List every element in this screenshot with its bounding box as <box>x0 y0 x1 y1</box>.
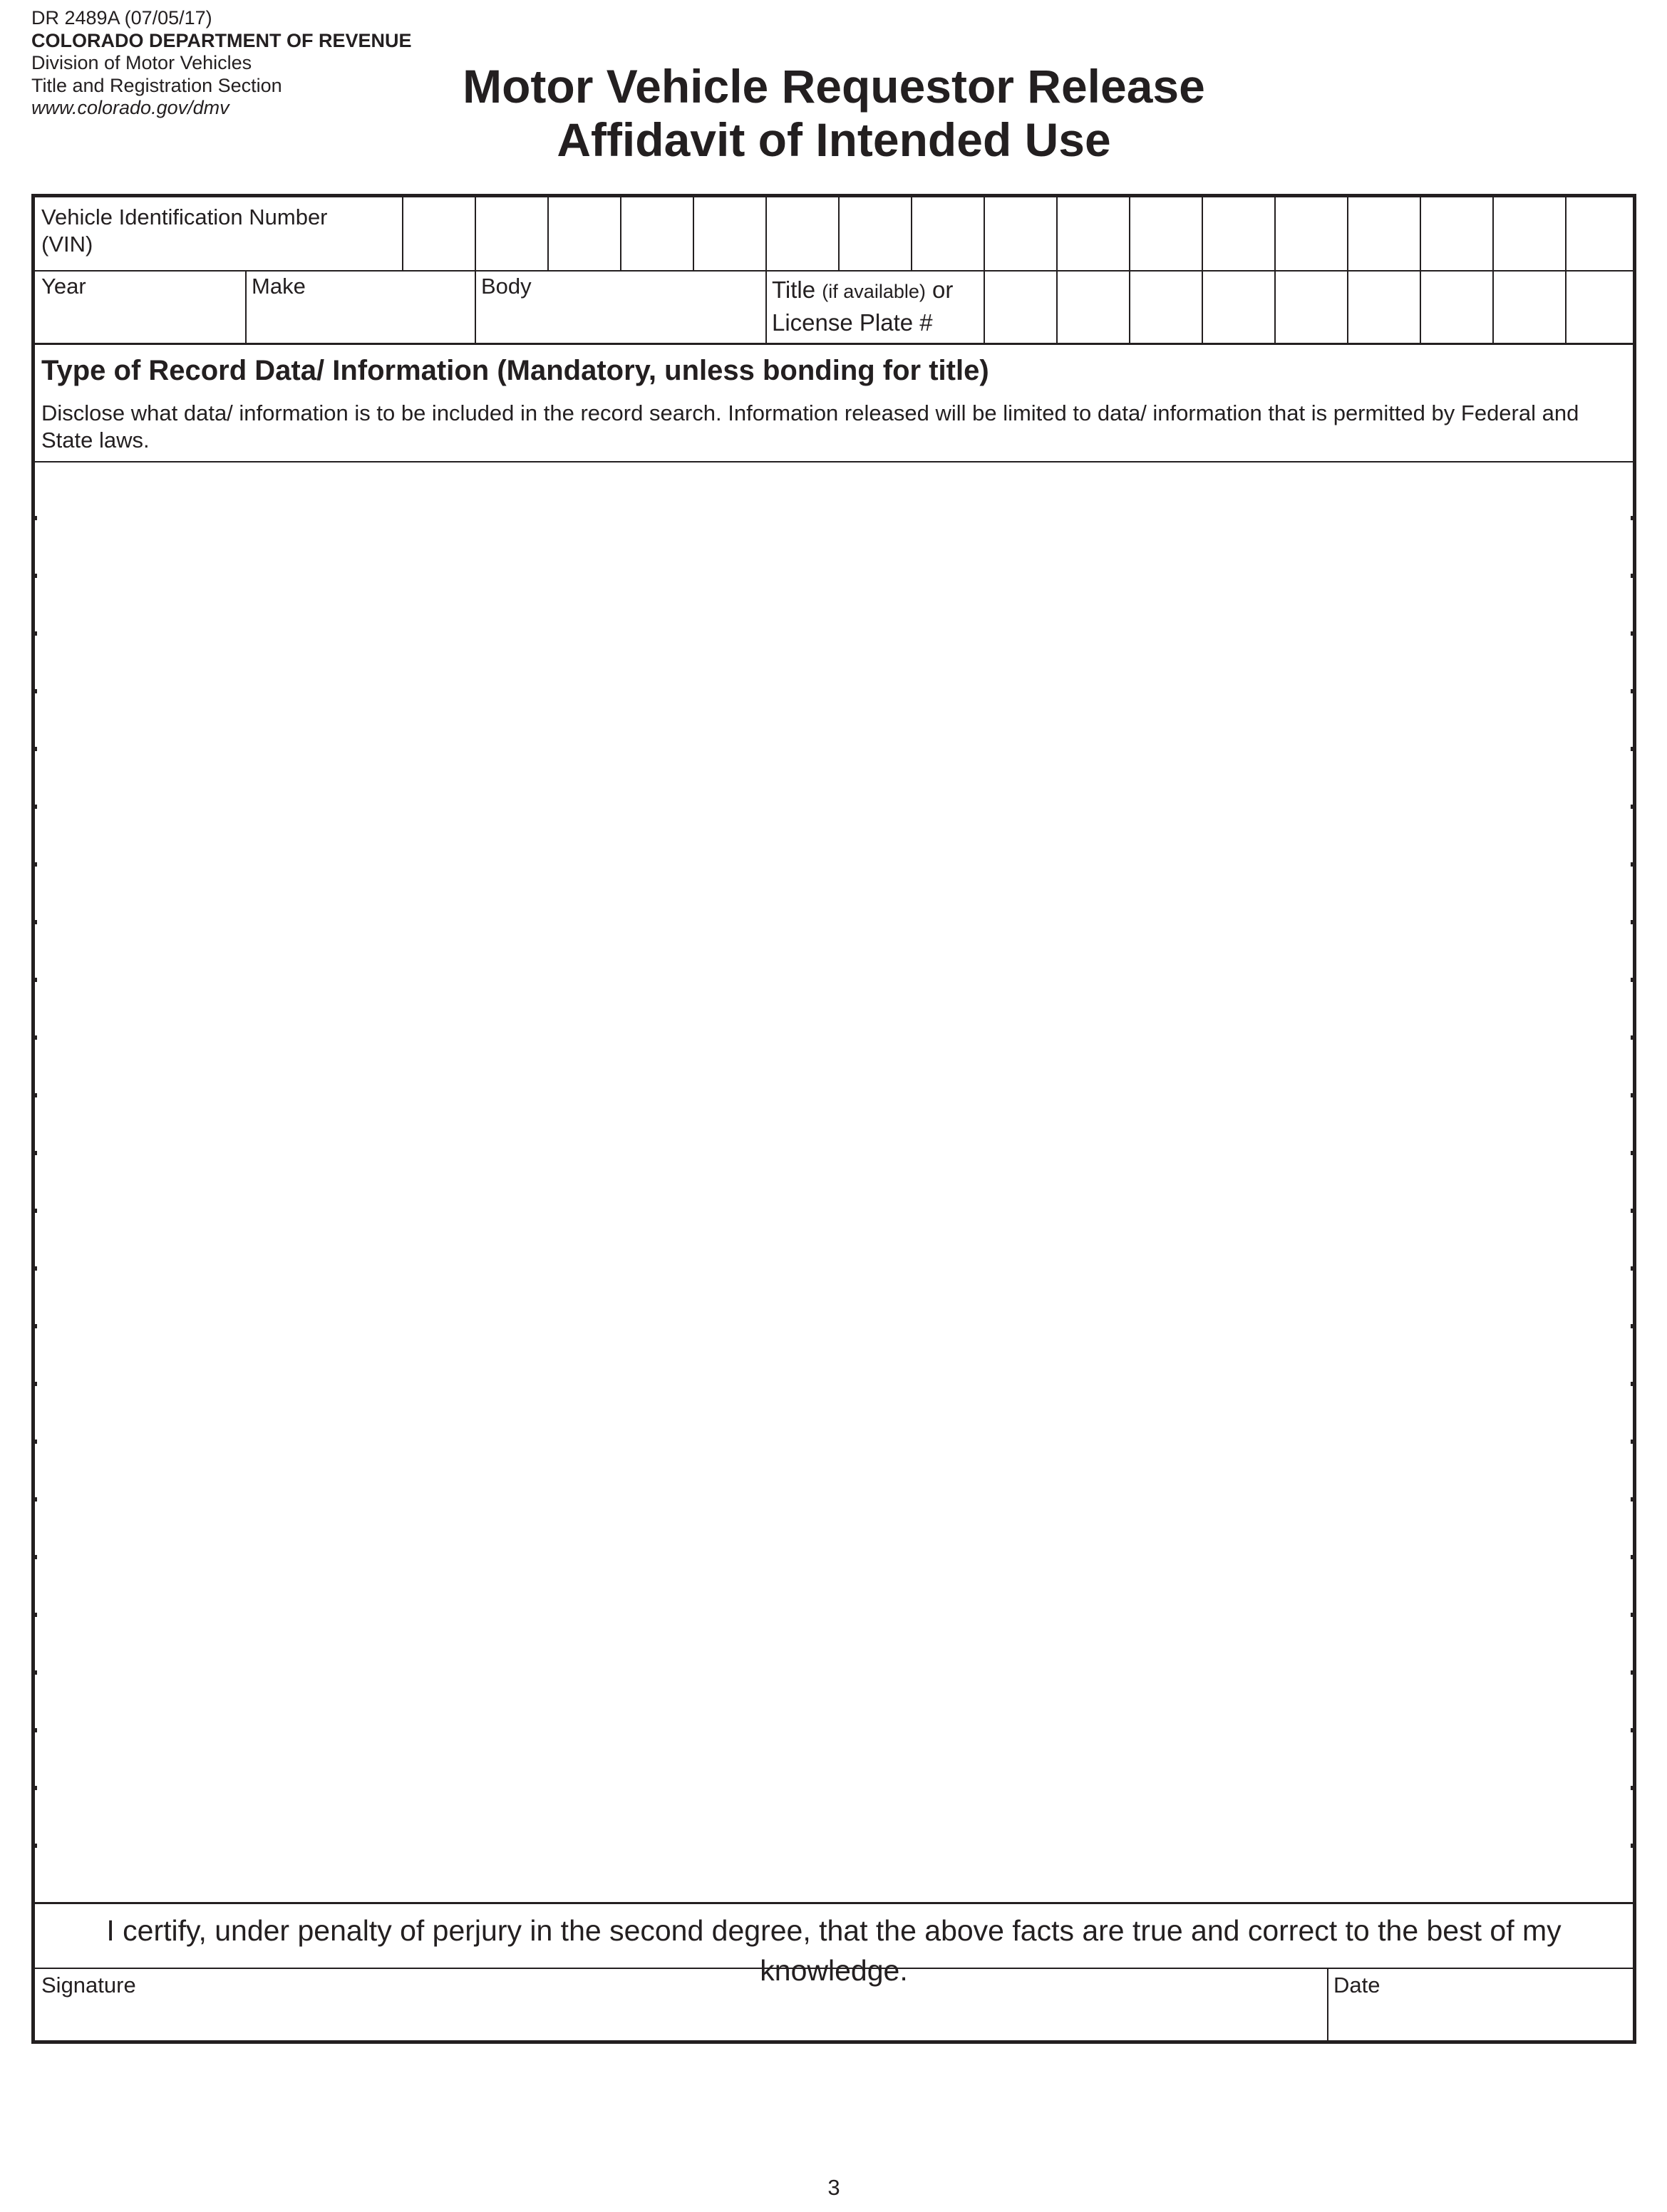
vin-char-box[interactable] <box>1058 199 1127 269</box>
body-field[interactable] <box>481 273 532 300</box>
signature-field[interactable] <box>41 1972 136 1999</box>
vin-label: Vehicle Identification Number (VIN) <box>41 205 328 257</box>
line-guide-tick <box>1631 1382 1633 1386</box>
plate-char-box[interactable] <box>985 272 1055 342</box>
line-guide-tick <box>1631 862 1633 867</box>
vin-char-box[interactable] <box>912 199 982 269</box>
line-guide-tick <box>1631 1728 1633 1732</box>
line-guide-tick <box>1631 1497 1633 1502</box>
certification-statement: I certify, under penalty of perjury in the second degree, that the above facts are true and correct to the best of my knowledge. <box>106 1914 1562 1987</box>
line-guide-tick <box>35 516 37 520</box>
section-name: Title and Registration Section <box>31 74 282 96</box>
form-header <box>31 7 412 120</box>
line-guide-tick <box>1631 1555 1633 1559</box>
row-divider <box>35 270 1633 272</box>
vin-char-box[interactable] <box>767 199 837 269</box>
plate-char-box[interactable] <box>1203 272 1273 342</box>
line-guide-tick <box>35 1093 37 1097</box>
title-line-1: Motor Vehicle Requestor Release <box>463 60 1205 113</box>
vin-char-box[interactable] <box>549 199 619 269</box>
line-guide-tick <box>1631 805 1633 809</box>
line-guide-tick <box>1631 1093 1633 1097</box>
line-guide-tick <box>1631 631 1633 636</box>
title-line-2: Affidavit of Intended Use <box>557 113 1111 166</box>
plate-char-box[interactable] <box>1494 272 1564 342</box>
vin-char-box[interactable] <box>1130 199 1200 269</box>
make-field[interactable] <box>252 273 306 300</box>
line-guide-tick <box>35 1844 37 1848</box>
line-guide-tick <box>35 1382 37 1386</box>
year-label: Year <box>41 274 86 299</box>
plate-char-box[interactable] <box>1421 272 1491 342</box>
body-label: Body <box>481 274 532 299</box>
line-guide-tick <box>1631 1613 1633 1617</box>
line-guide-tick <box>1631 1844 1633 1848</box>
line-guide-tick <box>35 1497 37 1502</box>
plate-char-box[interactable] <box>1276 272 1346 342</box>
vin-char-box[interactable] <box>694 199 764 269</box>
line-guide-tick <box>35 1786 37 1790</box>
website-link[interactable]: www.colorado.gov/dmv <box>31 97 229 118</box>
line-guide-tick <box>35 631 37 636</box>
affidavit-form <box>31 194 1636 2044</box>
line-guide-tick <box>35 1728 37 1732</box>
page-number: 3 <box>827 2175 840 2200</box>
plate-char-box[interactable] <box>1348 272 1418 342</box>
make-label: Make <box>252 274 306 299</box>
row-divider <box>35 1902 1633 1904</box>
record-data-text-area[interactable] <box>35 462 1633 1902</box>
line-guide-tick <box>1631 1266 1633 1271</box>
record-section-description: Disclose what data/ information is to be included in the record search. Information released will be limited to data/ information that is permitted by Federal and State laws. <box>41 400 1579 453</box>
line-guide-tick <box>35 1613 37 1617</box>
plate-char-box[interactable] <box>1058 272 1127 342</box>
year-field[interactable] <box>41 273 86 300</box>
line-guide-tick <box>1631 1209 1633 1213</box>
vin-char-box[interactable] <box>476 199 546 269</box>
vin-char-box[interactable] <box>621 199 691 269</box>
record-section-heading: Type of Record Data/ Information (Mandatory, unless bonding for title) <box>41 355 989 386</box>
division-name: Division of Motor Vehicles <box>31 52 252 73</box>
title-plate-label: Title (if available) or License Plate # <box>772 276 954 336</box>
vin-char-box[interactable] <box>1567 199 1634 269</box>
line-guide-tick <box>1631 689 1633 693</box>
line-guide-tick <box>1631 574 1633 578</box>
line-guide-tick <box>1631 747 1633 751</box>
form-title <box>399 60 1269 167</box>
line-guide-tick <box>1631 1670 1633 1675</box>
line-guide-tick <box>1631 1440 1633 1444</box>
line-guide-tick <box>35 1266 37 1271</box>
line-guide-tick <box>1631 920 1633 924</box>
plate-char-box[interactable] <box>1130 272 1200 342</box>
line-guide-tick <box>35 689 37 693</box>
line-guide-tick <box>1631 516 1633 520</box>
line-guide-tick <box>35 1209 37 1213</box>
department-name: COLORADO DEPARTMENT OF REVENUE <box>31 29 412 51</box>
line-guide-tick <box>35 1035 37 1040</box>
vin-char-box[interactable] <box>1421 199 1491 269</box>
vin-char-box[interactable] <box>1276 199 1346 269</box>
form-number: DR 2489A (07/05/17) <box>31 7 212 29</box>
vin-char-box[interactable] <box>403 199 473 269</box>
line-guide-tick <box>35 1151 37 1155</box>
line-guide-tick <box>35 1324 37 1328</box>
line-guide-tick <box>35 805 37 809</box>
line-guide-tick <box>35 978 37 982</box>
line-guide-tick <box>35 920 37 924</box>
line-guide-tick <box>35 574 37 578</box>
signature-label: Signature <box>41 1973 136 1997</box>
line-guide-tick <box>35 1440 37 1444</box>
line-guide-tick <box>35 1555 37 1559</box>
row-divider <box>35 343 1633 345</box>
vin-char-box[interactable] <box>1203 199 1273 269</box>
line-guide-tick <box>1631 1324 1633 1328</box>
vin-char-box[interactable] <box>1494 199 1564 269</box>
vin-char-box[interactable] <box>1348 199 1418 269</box>
plate-char-box[interactable] <box>1567 272 1634 342</box>
line-guide-tick <box>35 862 37 867</box>
line-guide-tick <box>1631 1786 1633 1790</box>
date-field[interactable] <box>1333 1972 1380 1999</box>
line-guide-tick <box>35 747 37 751</box>
date-label: Date <box>1333 1973 1380 1997</box>
line-guide-tick <box>1631 1035 1633 1040</box>
line-guide-tick <box>35 1670 37 1675</box>
line-guide-tick <box>1631 1151 1633 1155</box>
vin-char-box[interactable] <box>840 199 909 269</box>
line-guide-tick <box>1631 978 1633 982</box>
vin-char-box[interactable] <box>985 199 1055 269</box>
